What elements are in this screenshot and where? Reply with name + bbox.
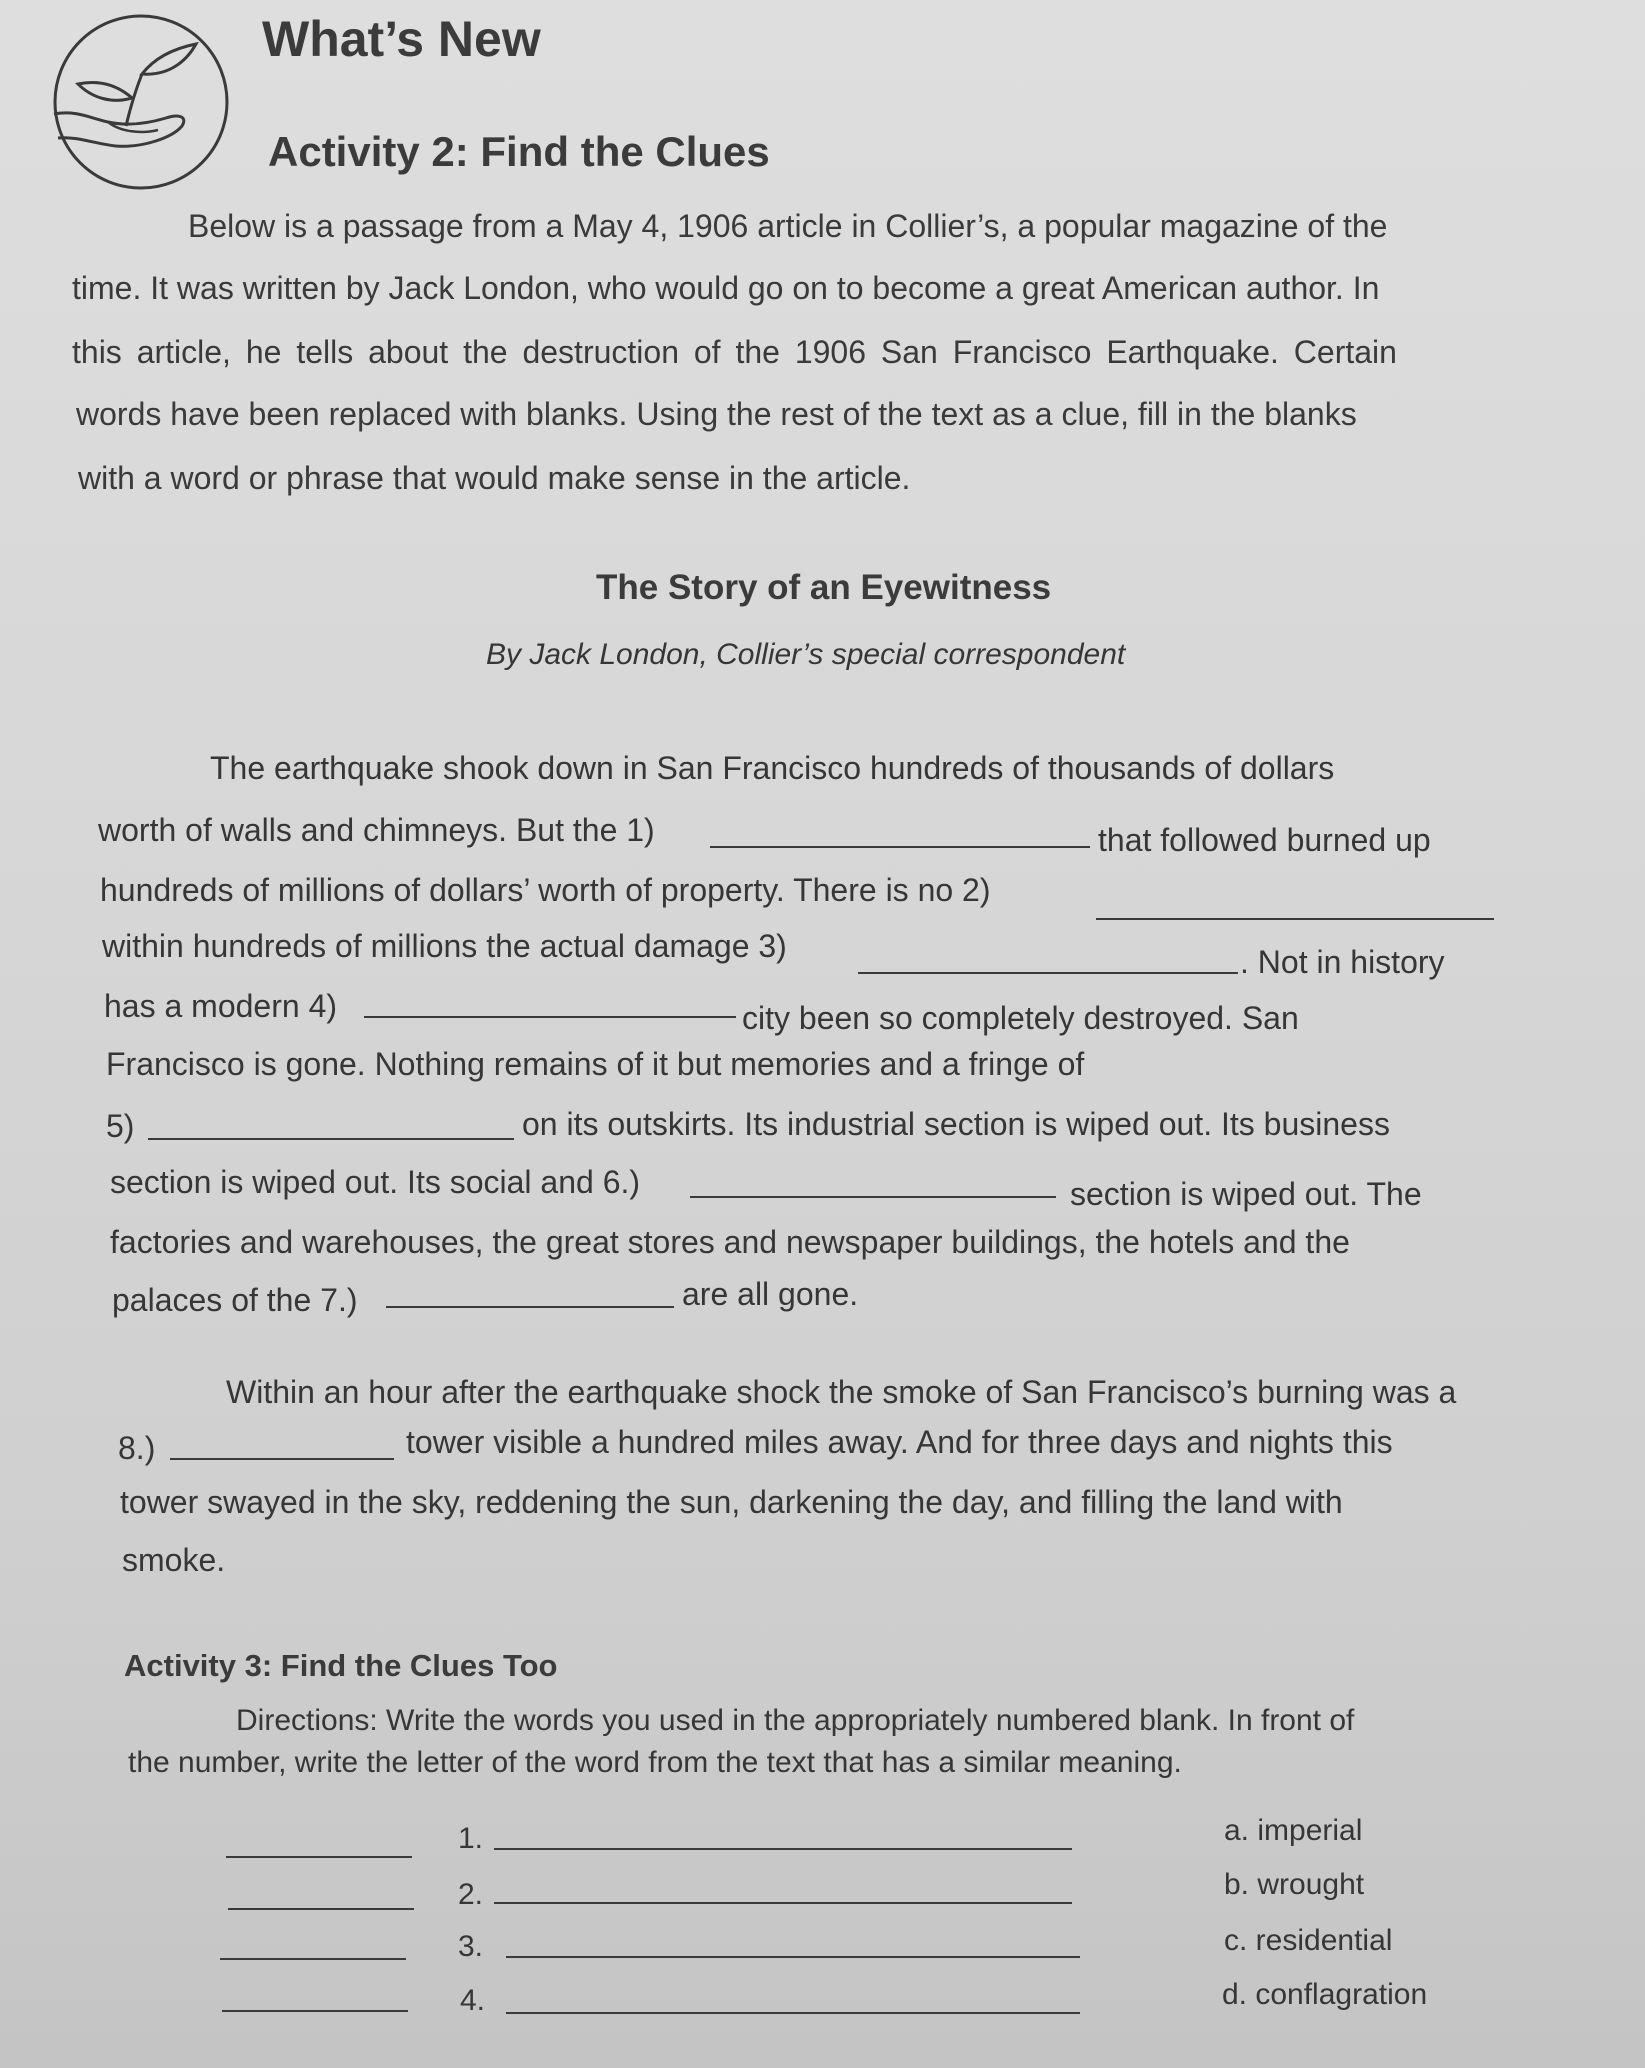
p1-line-9: factories and warehouses, the great stores and newspaper buildings, the hotels and the [110, 1224, 1350, 1260]
letter-blank-3[interactable] [220, 1958, 406, 1960]
answer-number-2: 2. [458, 1878, 484, 1911]
letter-blank-4[interactable] [222, 2010, 408, 2012]
p1-line-6: Francisco is gone. Nothing remains of it but memories and a fringe of [106, 1046, 1085, 1082]
article-title: The Story of an Eyewitness [596, 568, 1052, 607]
p1-line-1: The earthquake shook down in San Francisco hundreds of thousands of dollars [210, 750, 1335, 786]
answer-blank-1[interactable] [494, 1848, 1072, 1850]
p1-line-7b: on its outskirts. Its industrial section is wiped out. Its business [522, 1106, 1390, 1142]
p1-line-2a: worth of walls and chimneys. But the 1) [98, 812, 655, 848]
p1-line-8b: section is wiped out. The [1070, 1176, 1422, 1212]
answer-blank-4[interactable] [506, 2012, 1080, 2014]
p2-line-3: tower swayed in the sky, reddening the sun, darkening the day, and filling the land with [120, 1484, 1343, 1520]
article-byline: By Jack London, Collier’s special correspondent [486, 638, 1126, 671]
blank-2[interactable] [1096, 918, 1494, 920]
answer-number-3: 3. [458, 1930, 484, 1963]
activity2-title: Activity 2: Find the Clues [268, 128, 770, 175]
p2-line-2b: tower visible a hundred miles away. And for three days and nights this [406, 1424, 1393, 1460]
activity3-directions-1: Directions: Write the words you used in the appropriately numbered blank. In front of [236, 1704, 1355, 1737]
choice-c: c. residential [1224, 1924, 1393, 1957]
choice-b: b. wrought [1224, 1868, 1365, 1901]
intro-line-4: words have been replaced with blanks. Using the rest of the text as a clue, fill in the blanks [76, 396, 1357, 432]
p1-line-4b: . Not in history [1240, 944, 1445, 980]
p1-line-8a: section is wiped out. Its social and 6.) [110, 1164, 641, 1200]
p1-line-5a: has a modern 4) [104, 988, 338, 1024]
p2-line-1: Within an hour after the earthquake shock the smoke of San Francisco’s burning was a [226, 1374, 1457, 1410]
p1-line-7a: 5) [106, 1108, 135, 1144]
p1-line-10b: are all gone. [682, 1276, 859, 1312]
letter-blank-2[interactable] [228, 1908, 414, 1910]
p1-line-10a: palaces of the 7.) [112, 1282, 358, 1318]
p1-line-2b: that followed burned up [1098, 822, 1431, 858]
blank-1[interactable] [710, 846, 1090, 848]
intro-line-2: time. It was written by Jack London, who would go on to become a great American author. In [72, 270, 1380, 306]
blank-3[interactable] [858, 972, 1238, 974]
choice-d: d. conflagration [1222, 1978, 1428, 2011]
answer-number-1: 1. [458, 1822, 484, 1855]
intro-line-3: this article, he tells about the destruction of the 1906 San Francisco Earthquake. Certain [72, 334, 1397, 370]
p1-line-3: hundreds of millions of dollars’ worth of property. There is no 2) [100, 872, 991, 908]
p1-line-5b: city been so completely destroyed. San [742, 1000, 1299, 1036]
p2-line-4: smoke. [122, 1542, 226, 1578]
letter-blank-1[interactable] [226, 1856, 412, 1858]
hand-plant-icon [46, 14, 236, 190]
blank-5[interactable] [148, 1138, 514, 1140]
activity3-directions-2: the number, write the letter of the word from the text that has a similar meaning. [128, 1746, 1182, 1779]
blank-7[interactable] [386, 1306, 674, 1308]
p1-line-4a: within hundreds of millions the actual damage 3) [102, 928, 787, 964]
p2-line-2a: 8.) [118, 1430, 156, 1466]
intro-line-1: Below is a passage from a May 4, 1906 article in Collier’s, a popular magazine of the [188, 208, 1388, 244]
section-title: What’s New [262, 11, 541, 67]
blank-6[interactable] [690, 1196, 1056, 1198]
answer-number-4: 4. [460, 1984, 486, 2017]
choice-a: a. imperial [1224, 1814, 1363, 1847]
activity3-title: Activity 3: Find the Clues Too [124, 1648, 558, 1683]
blank-8[interactable] [170, 1458, 394, 1460]
intro-line-5: with a word or phrase that would make sense in the article. [78, 460, 911, 496]
answer-blank-2[interactable] [494, 1902, 1072, 1904]
blank-4[interactable] [364, 1016, 736, 1018]
answer-blank-3[interactable] [506, 1956, 1080, 1958]
